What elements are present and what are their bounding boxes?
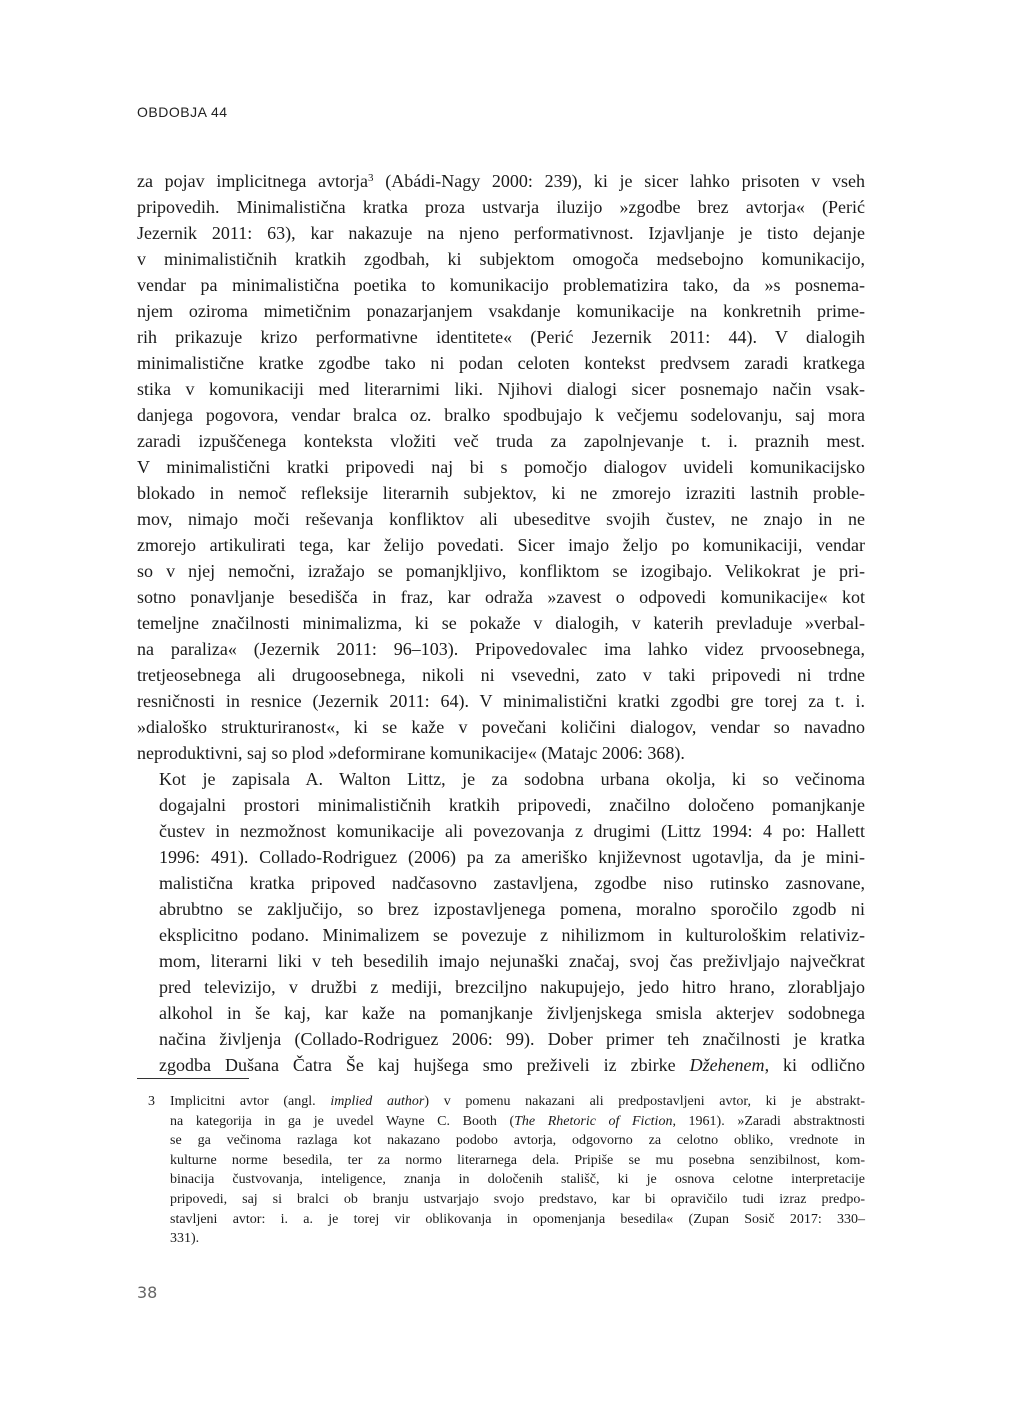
footnote-line: 331).	[170, 1231, 200, 1247]
text-line: zaradi izpuščenega konteksta vložiti več truda za zapolnjevanje t. i. praznih mest.	[137, 431, 865, 451]
text-line: na paraliza« (Jezernik 2011: 96–103). Pripovedovalec ima lahko videz prvoosebnega,	[137, 639, 865, 659]
text-line: abrubtno se zaključijo, so brez izpostavljenega pomena, moralno sporočilo zgodb ni	[159, 899, 865, 919]
text-line: mom, literarni liki v teh besedilih imajo nejunaški značaj, svoj čas preživljajo največkrat	[159, 951, 865, 971]
text-line: danjega pogovora, vendar bralca oz. bralko spodbujajo k večjemu sodelovanju, saj mora	[137, 405, 865, 425]
paragraph-1	[137, 168, 865, 766]
paragraph-2	[137, 766, 865, 1078]
text-line: Kot je zapisala A. Walton Littz, je za sodobna urbana okolja, ki so večinoma	[159, 769, 865, 789]
footnote-line: binacija čustvovanja, inteligence, znanja in določenih stališč, ki je osnova celotne interpretacije	[170, 1172, 865, 1188]
running-head: OBDOBJA 44	[137, 104, 228, 120]
book-title: Džehenem	[689, 1055, 765, 1075]
text-line: alkohol in še kaj, kar kaže na pomanjkanje življenjskega smisla akterjev sodobnega	[159, 1003, 865, 1023]
text-line: temeljne značilnosti minimalizma, ki se pokaže v dialogih, v katerih prevladuje »verbal-	[137, 613, 865, 633]
footnote-line: Implicitni avtor (angl. implied author) v pomenu nakazani ali predpostavljeni avtor, ki je abstrakt-	[170, 1094, 866, 1109]
text-line: malistična kratka pripoved nadčasovno zastavljena, zgodbe niso rutinsko zasnovane,	[159, 873, 865, 893]
footnote-ref[interactable]: 3	[368, 172, 374, 184]
text-line: »dialoško strukturiranost«, ki se kaže v povečani količini dialogov, vendar so navadno	[137, 717, 865, 737]
text-line: njem oziroma mimetičnim ponazarjanjem vsakdanje komunikacije na konkretnih prime-	[137, 301, 865, 321]
text-line: rih prikazuje krizo performativne identitete« (Perić Jezernik 2011: 44). V dialogih	[137, 327, 865, 347]
footnote-text	[170, 1092, 865, 1249]
text-line: mov, nimajo moči reševanja konfliktov ali ubeseditve svojih čustev, ne znajo in ne	[137, 509, 865, 529]
text-line: resničnosti in resnice (Jezernik 2011: 64). V minimalistični kratki zgodbi gre torej za t. i.	[137, 691, 865, 711]
text-line: so v njej nemočni, izražajo se pomanjkljivo, konfliktom se izogibajo. Velikokrat je pri-	[137, 561, 865, 581]
text-line: tretjeosebnega ali drugoosebnega, nikoli ni vsevedni, zato v taki pripovedi ni trdne	[137, 665, 865, 685]
text-line: neproduktivni, saj so plod »deformirane komunikacije« (Matajc 2006: 368).	[137, 743, 685, 763]
footnote-separator	[137, 1078, 249, 1079]
footnote-line: pripovedi, saj si bralci ob branju ustvarjajo svojo predstavo, kar bi opravičilo tudi izraz predpo-	[170, 1191, 865, 1207]
page-number: 38	[137, 1283, 158, 1302]
footnote-line: stavljeni avtor: i. a. je torej vir oblikovanja in opomenjanja besedila« (Zupan Sosič 2017: 330–	[170, 1211, 865, 1227]
text-line: zmorejo artikulirati tega, kar želijo povedati. Sicer imajo željo po komunikaciji, vendar	[137, 535, 865, 555]
text-line: stika v komunikaciji med literarnimi liki. Njihovi dialogi sicer posnemajo način vsak-	[137, 379, 865, 399]
text-line: minimalistične kratke zgodbe tako ni podan celoten kontekst predvsem zaradi kratkega	[137, 353, 865, 373]
footnote-line: se ga večinoma razlaga kot nakazano podobo avtorja, odgovorno za celotno obliko, vrednote in	[170, 1133, 865, 1149]
footnote-line: na kategorija in ga je uvedel Wayne C. Booth (The Rhetoric of Fiction, 1961). »Zaradi abstraktnosti	[170, 1113, 865, 1129]
text-line: pred televizijo, v družbi z mediji, brezciljno nakupujejo, jedo hitro hrano, zlorabljajo	[159, 977, 865, 997]
text-line: načina življenja (Collado-Rodriguez 2006: 99). Dober primer teh značilnosti je kratka	[159, 1029, 865, 1049]
footnote-line: kulturne norme besedila, ter za normo literarnega dela. Pripiše se mu posebna senzibilnost, kom-	[170, 1152, 865, 1168]
footnote-number: 3	[148, 1094, 155, 1109]
text-line: pripovedih. Minimalistična kratka proza ustvarja iluzijo »zgodbe brez avtorja« (Perić	[137, 197, 865, 217]
text-line: 1996: 491). Collado-Rodriguez (2006) pa za ameriško književnost ugotavlja, da je mini-	[159, 847, 865, 867]
text-line: čustev in nezmožnost komunikacije ali povezovanja z drugimi (Littz 1994: 4 po: Hallett	[159, 821, 865, 841]
text-line: zgodba Dušana Čatra Še kaj hujšega smo preživeli iz zbirke Džehenem, ki odlično	[159, 1055, 865, 1075]
text-line: V minimalistični kratki pripovedi naj bi s pomočjo dialogov uvideli komunikacijsko	[137, 457, 865, 477]
text-line: za pojav implicitnega avtorja$^3$ (Abádi-Nagy 2000: 239), ki je sicer lahko prisoten v vseh	[137, 171, 866, 191]
footnote	[137, 1092, 865, 1249]
text-line: v minimalističnih kratkih zgodbah, ki subjektom omogoča medsebojno komunikacijo,	[137, 249, 865, 269]
text-line: Jezernik 2011: 63), kar nakazuje na njeno performativnost. Izjavljanje je tisto dejanje	[137, 223, 865, 243]
text-line: dogajalni prostori minimalističnih kratkih pripovedi, značilno določeno pomanjkanje	[159, 795, 865, 815]
text-line: eksplicitno podano. Minimalizem se povezuje z nihilizmom in kulturološkim relativiz-	[159, 925, 865, 945]
text-line: vendar pa minimalistična poetika to komunikacijo problematizira tako, da »s posnema-	[137, 275, 865, 295]
text-line: blokado in nemoč refleksije literarnih subjektov, ki ne zmorejo izraziti lastnih proble-	[137, 483, 865, 503]
main-text	[137, 168, 865, 1078]
text-line: sotno ponavljanje besedišča in fraz, kar odraža »zavest o odpovedi komunikacije« kot	[137, 587, 865, 607]
